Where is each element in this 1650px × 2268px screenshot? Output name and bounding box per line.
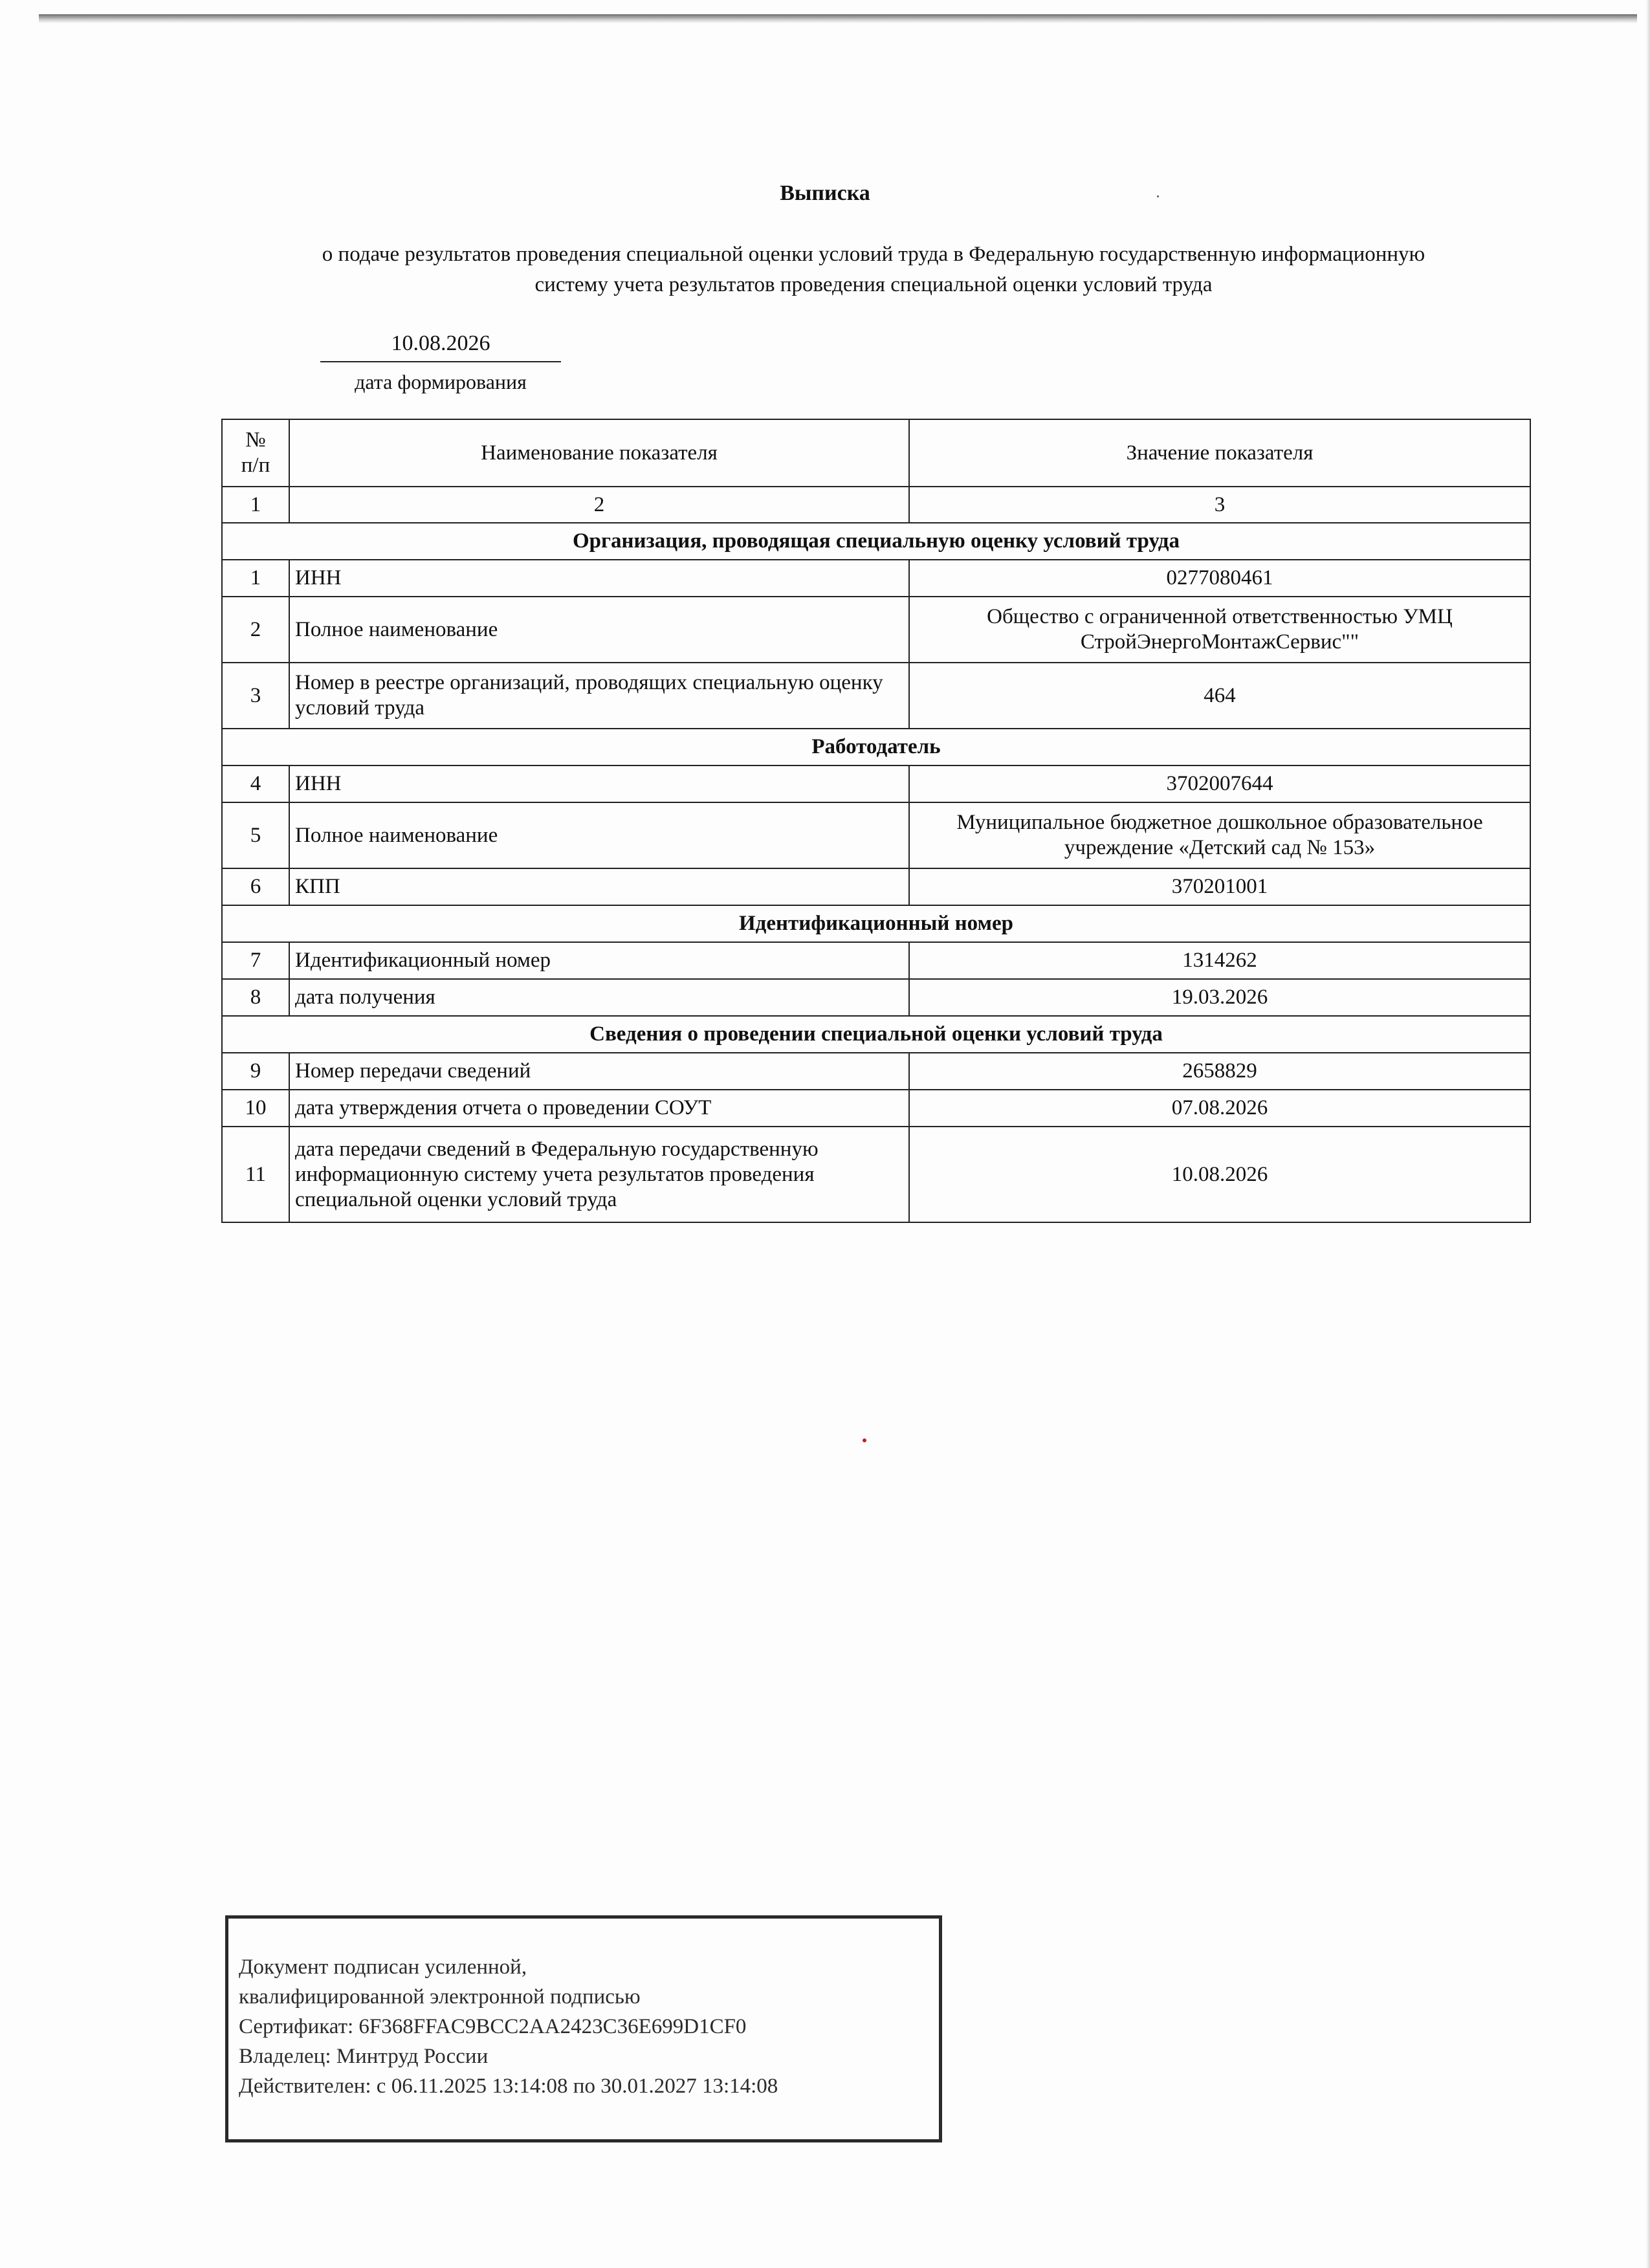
row-number: 9 [222, 1053, 289, 1090]
section-assessment-info [222, 1016, 1530, 1053]
table-row [222, 1053, 1530, 1090]
header-row [222, 419, 1530, 487]
column-number: 1 [222, 487, 289, 523]
scan-speck [1157, 195, 1159, 197]
section-organization [222, 523, 1530, 560]
section-heading: Организация, проводящая специальную оценку условий труда [222, 523, 1530, 560]
row-value: 19.03.2026 [909, 979, 1530, 1016]
row-value: 464 [909, 663, 1530, 729]
row-indicator: ИНН [289, 560, 909, 597]
table-row [222, 802, 1530, 868]
signature-certificate: Сертификат: 6F368FFAC9BCC2AA2423C36E699D1CF0 [239, 2015, 747, 2038]
section-employer [222, 729, 1530, 765]
row-indicator: Полное наименование [289, 802, 909, 868]
subtitle-line-1: о подаче результатов проведения специальной оценки условий труда в Федеральную государственную информационную [322, 243, 1425, 266]
column-number-row [222, 487, 1530, 523]
row-number: 5 [222, 802, 289, 868]
row-value: Общество с ограниченной ответственностью УМЦ СтройЭнергоМонтажСервис"" [909, 597, 1530, 663]
row-number: 3 [222, 663, 289, 729]
electronic-signature-stamp [225, 1915, 942, 2142]
row-indicator: Полное наименование [289, 597, 909, 663]
formation-date-block [320, 330, 561, 396]
scan-edge [1646, 0, 1650, 2268]
row-indicator: Идентификационный номер [289, 942, 909, 979]
indicators-table [221, 419, 1531, 1223]
table-row [222, 597, 1530, 663]
table-row [222, 942, 1530, 979]
signature-line-2: квалифицированной электронной подписью [239, 1985, 641, 2009]
table-row [222, 663, 1530, 729]
row-number: 2 [222, 597, 289, 663]
section-heading: Сведения о проведении специальной оценки условий труда [222, 1016, 1530, 1053]
signature-owner: Владелец: Минтруд России [239, 2045, 489, 2068]
row-value: 10.08.2026 [909, 1127, 1530, 1222]
document-title: Выписка [780, 181, 870, 205]
document-subtitle [214, 239, 1534, 300]
header-value: Значение показателя [909, 419, 1530, 487]
table-row [222, 868, 1530, 905]
signature-line-1: Документ подписан усиленной, [239, 1955, 527, 1979]
formation-date: 10.08.2026 [320, 330, 561, 362]
row-number: 11 [222, 1127, 289, 1222]
row-value: 07.08.2026 [909, 1090, 1530, 1127]
row-indicator: Номер в реестре организаций, проводящих специальную оценку условий труда [289, 663, 909, 729]
scan-speck [863, 1438, 866, 1442]
row-number: 1 [222, 560, 289, 597]
row-number: 10 [222, 1090, 289, 1127]
row-value: 3702007644 [909, 765, 1530, 802]
table-row [222, 1090, 1530, 1127]
header-num: № п/п [222, 419, 289, 487]
table-row [222, 1127, 1530, 1222]
row-indicator: КПП [289, 868, 909, 905]
column-number: 2 [289, 487, 909, 523]
table-row [222, 560, 1530, 597]
row-value: Муниципальное бюджетное дошкольное образовательное учреждение «Детский сад № 153» [909, 802, 1530, 868]
row-indicator: Номер передачи сведений [289, 1053, 909, 1090]
scan-shadow [39, 14, 1637, 23]
section-heading: Работодатель [222, 729, 1530, 765]
row-value: 370201001 [909, 868, 1530, 905]
row-value: 2658829 [909, 1053, 1530, 1090]
formation-date-caption: дата формирования [355, 370, 527, 393]
section-identification [222, 905, 1530, 942]
header-name: Наименование показателя [289, 419, 909, 487]
signature-validity: Действителен: с 06.11.2025 13:14:08 по 30.01.2027 13:14:08 [239, 2075, 778, 2098]
row-indicator: дата передачи сведений в Федеральную государственную информационную систему учета результатов проведения специальной оценки условий труда [289, 1127, 909, 1222]
subtitle-line-2: систему учета результатов проведения специальной оценки условий труда [534, 273, 1213, 296]
section-heading: Идентификационный номер [222, 905, 1530, 942]
row-indicator: дата утверждения отчета о проведении СОУТ [289, 1090, 909, 1127]
row-number: 7 [222, 942, 289, 979]
column-number: 3 [909, 487, 1530, 523]
row-number: 8 [222, 979, 289, 1016]
row-number: 6 [222, 868, 289, 905]
row-value: 1314262 [909, 942, 1530, 979]
row-number: 4 [222, 765, 289, 802]
row-indicator: дата получения [289, 979, 909, 1016]
table-row [222, 979, 1530, 1016]
row-value: 0277080461 [909, 560, 1530, 597]
table-row [222, 765, 1530, 802]
row-indicator: ИНН [289, 765, 909, 802]
